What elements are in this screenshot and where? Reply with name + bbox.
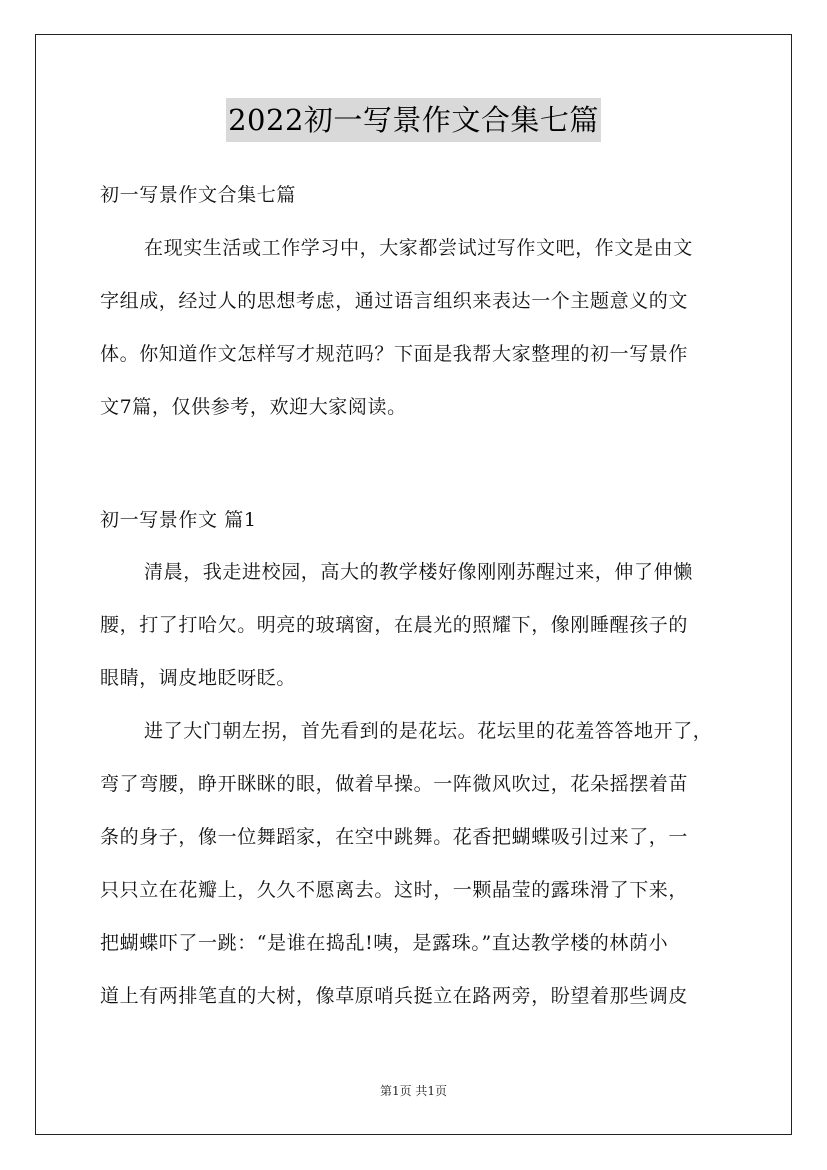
document-title: 2022初一写景作文合集七篇 (226, 98, 601, 142)
paragraph-line: 条的身子，像一位舞蹈家，在空中跳舞。花香把蝴蝶吸引过来了，一 (100, 826, 689, 848)
intro-line: 字组成，经过人的思想考虑，通过语言组织来表达一个主题意义的文 (100, 290, 689, 312)
paragraph-line: 道上有两排笔直的大树，像草原哨兵挺立在路两旁，盼望着那些调皮 (100, 985, 689, 1007)
paragraph-line: 弯了弯腰，睁开眯眯的眼，做着早操。一阵微风吹过，花朵摇摆着苗 (100, 773, 689, 795)
intro-paragraph (100, 222, 730, 434)
paragraph-line: 眼睛，调皮地眨呀眨。 (100, 667, 297, 689)
paragraph-2 (100, 705, 730, 1023)
section-heading: 初一写景作文 篇1 (100, 509, 257, 531)
paragraph-1 (100, 546, 730, 705)
intro-line: 文7篇，仅供参考，欢迎大家阅读。 (100, 396, 407, 418)
document-subtitle: 初一写景作文合集七篇 (100, 184, 297, 206)
paragraph-line: 把蝴蝶吓了一跳：“是谁在捣乱!咦，是露珠。”直达教学楼的林荫小 (100, 932, 669, 954)
page-footer: 第1页 共1页 (379, 1084, 448, 1098)
intro-line: 体。你知道作文怎样写才规范吗？下面是我帮大家整理的初一写景作 (100, 343, 689, 365)
intro-line: 在现实生活或工作学习中，大家都尝试过写作文吧，作文是由文 (144, 237, 693, 259)
paragraph-line: 清晨，我走进校园，高大的教学楼好像刚刚苏醒过来，伸了伸懒 (144, 561, 693, 583)
paragraph-line: 进了大门朝左拐，首先看到的是花坛。花坛里的花羞答答地开了， (144, 720, 713, 742)
title-container (0, 98, 827, 142)
paragraph-line: 只只立在花瓣上，久久不愿离去。这时，一颗晶莹的露珠滑了下来， (100, 879, 689, 901)
paragraph-line: 腰，打了打哈欠。明亮的玻璃窗，在晨光的照耀下，像刚睡醒孩子的 (100, 614, 689, 636)
